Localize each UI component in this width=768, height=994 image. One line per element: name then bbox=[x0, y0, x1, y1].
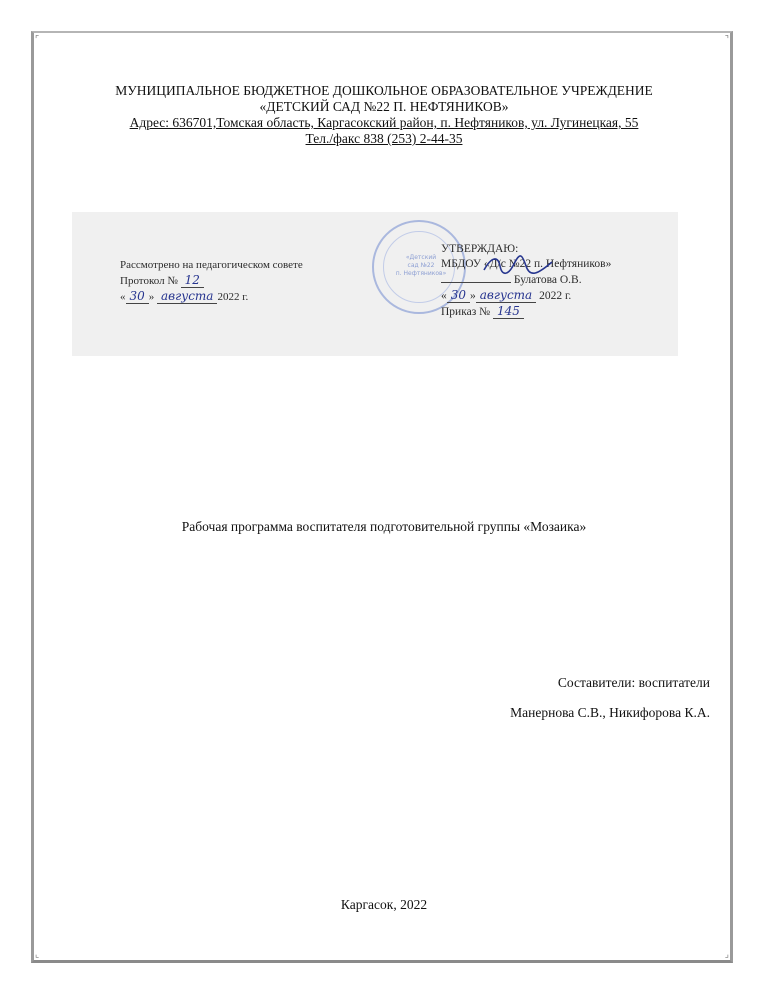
document-header bbox=[60, 83, 708, 147]
order-number: 145 bbox=[493, 304, 524, 319]
approve-heading: УТВЕРЖДАЮ: bbox=[441, 243, 519, 255]
organization-short-name: «ДЕТСКИЙ САД №22 П. НЕФТЯНИКОВ» bbox=[259, 99, 509, 114]
page-border bbox=[31, 31, 733, 963]
date-year: 2022 г. bbox=[217, 291, 249, 303]
corner-mark-icon: ⌝ bbox=[724, 34, 729, 44]
compilers-names: Манернова С.В., Никифорова К.А. bbox=[510, 705, 710, 720]
date-month: августа bbox=[157, 289, 217, 304]
corner-mark-icon: ⌟ bbox=[724, 949, 729, 959]
organization-phone: Тел./факс 838 (253) 2-44-35 bbox=[305, 131, 463, 146]
order-line bbox=[441, 304, 611, 320]
council-considered: Рассмотрено на педагогическом совете bbox=[120, 259, 303, 271]
date-year: 2022 г. bbox=[539, 290, 572, 302]
date-month: августа bbox=[476, 288, 536, 303]
corner-mark-icon: ⌞ bbox=[35, 949, 40, 959]
protocol-number: 12 bbox=[181, 273, 204, 288]
corner-mark-icon: ⌜ bbox=[35, 34, 40, 44]
program-title: Рабочая программа воспитателя подготовительной группы «Мозаика» bbox=[181, 519, 587, 534]
date-open-quote: « bbox=[120, 291, 126, 303]
head-name: Булатова О.В. bbox=[513, 274, 582, 286]
date-close-quote: » bbox=[148, 291, 155, 303]
approve-date-line bbox=[441, 288, 611, 304]
council-approval bbox=[120, 258, 303, 305]
order-label: Приказ № bbox=[441, 306, 491, 318]
approval-block bbox=[72, 212, 678, 356]
compilers-label: Составители: воспитатели bbox=[557, 675, 710, 690]
council-date-line bbox=[120, 289, 303, 305]
stamp-text: «Детский сад №22 п. Нефтяников» bbox=[395, 254, 447, 277]
date-day: 30 bbox=[447, 288, 470, 303]
date-open-quote: « bbox=[441, 290, 447, 302]
approve-organization: МБДОУ «Д/с №22 п. Нефтяников» bbox=[441, 258, 612, 270]
compilers-block bbox=[510, 675, 710, 721]
protocol-label: Протокол № bbox=[120, 275, 178, 287]
protocol-line bbox=[120, 273, 303, 289]
date-day: 30 bbox=[126, 289, 149, 304]
handwritten-signature bbox=[482, 252, 554, 278]
footer-city-year: Каргасок, 2022 bbox=[340, 897, 428, 912]
date-close-quote: » bbox=[470, 290, 476, 302]
organization-address: Адрес: 636701,Томская область, Каргасокский район, п. Нефтяников, ул. Лугинецкая, 55 bbox=[129, 115, 639, 130]
organization-name: МУНИЦИПАЛЬНОЕ БЮДЖЕТНОЕ ДОШКОЛЬНОЕ ОБРАЗОВАТЕЛЬНОЕ УЧРЕЖДЕНИЕ bbox=[115, 83, 653, 98]
